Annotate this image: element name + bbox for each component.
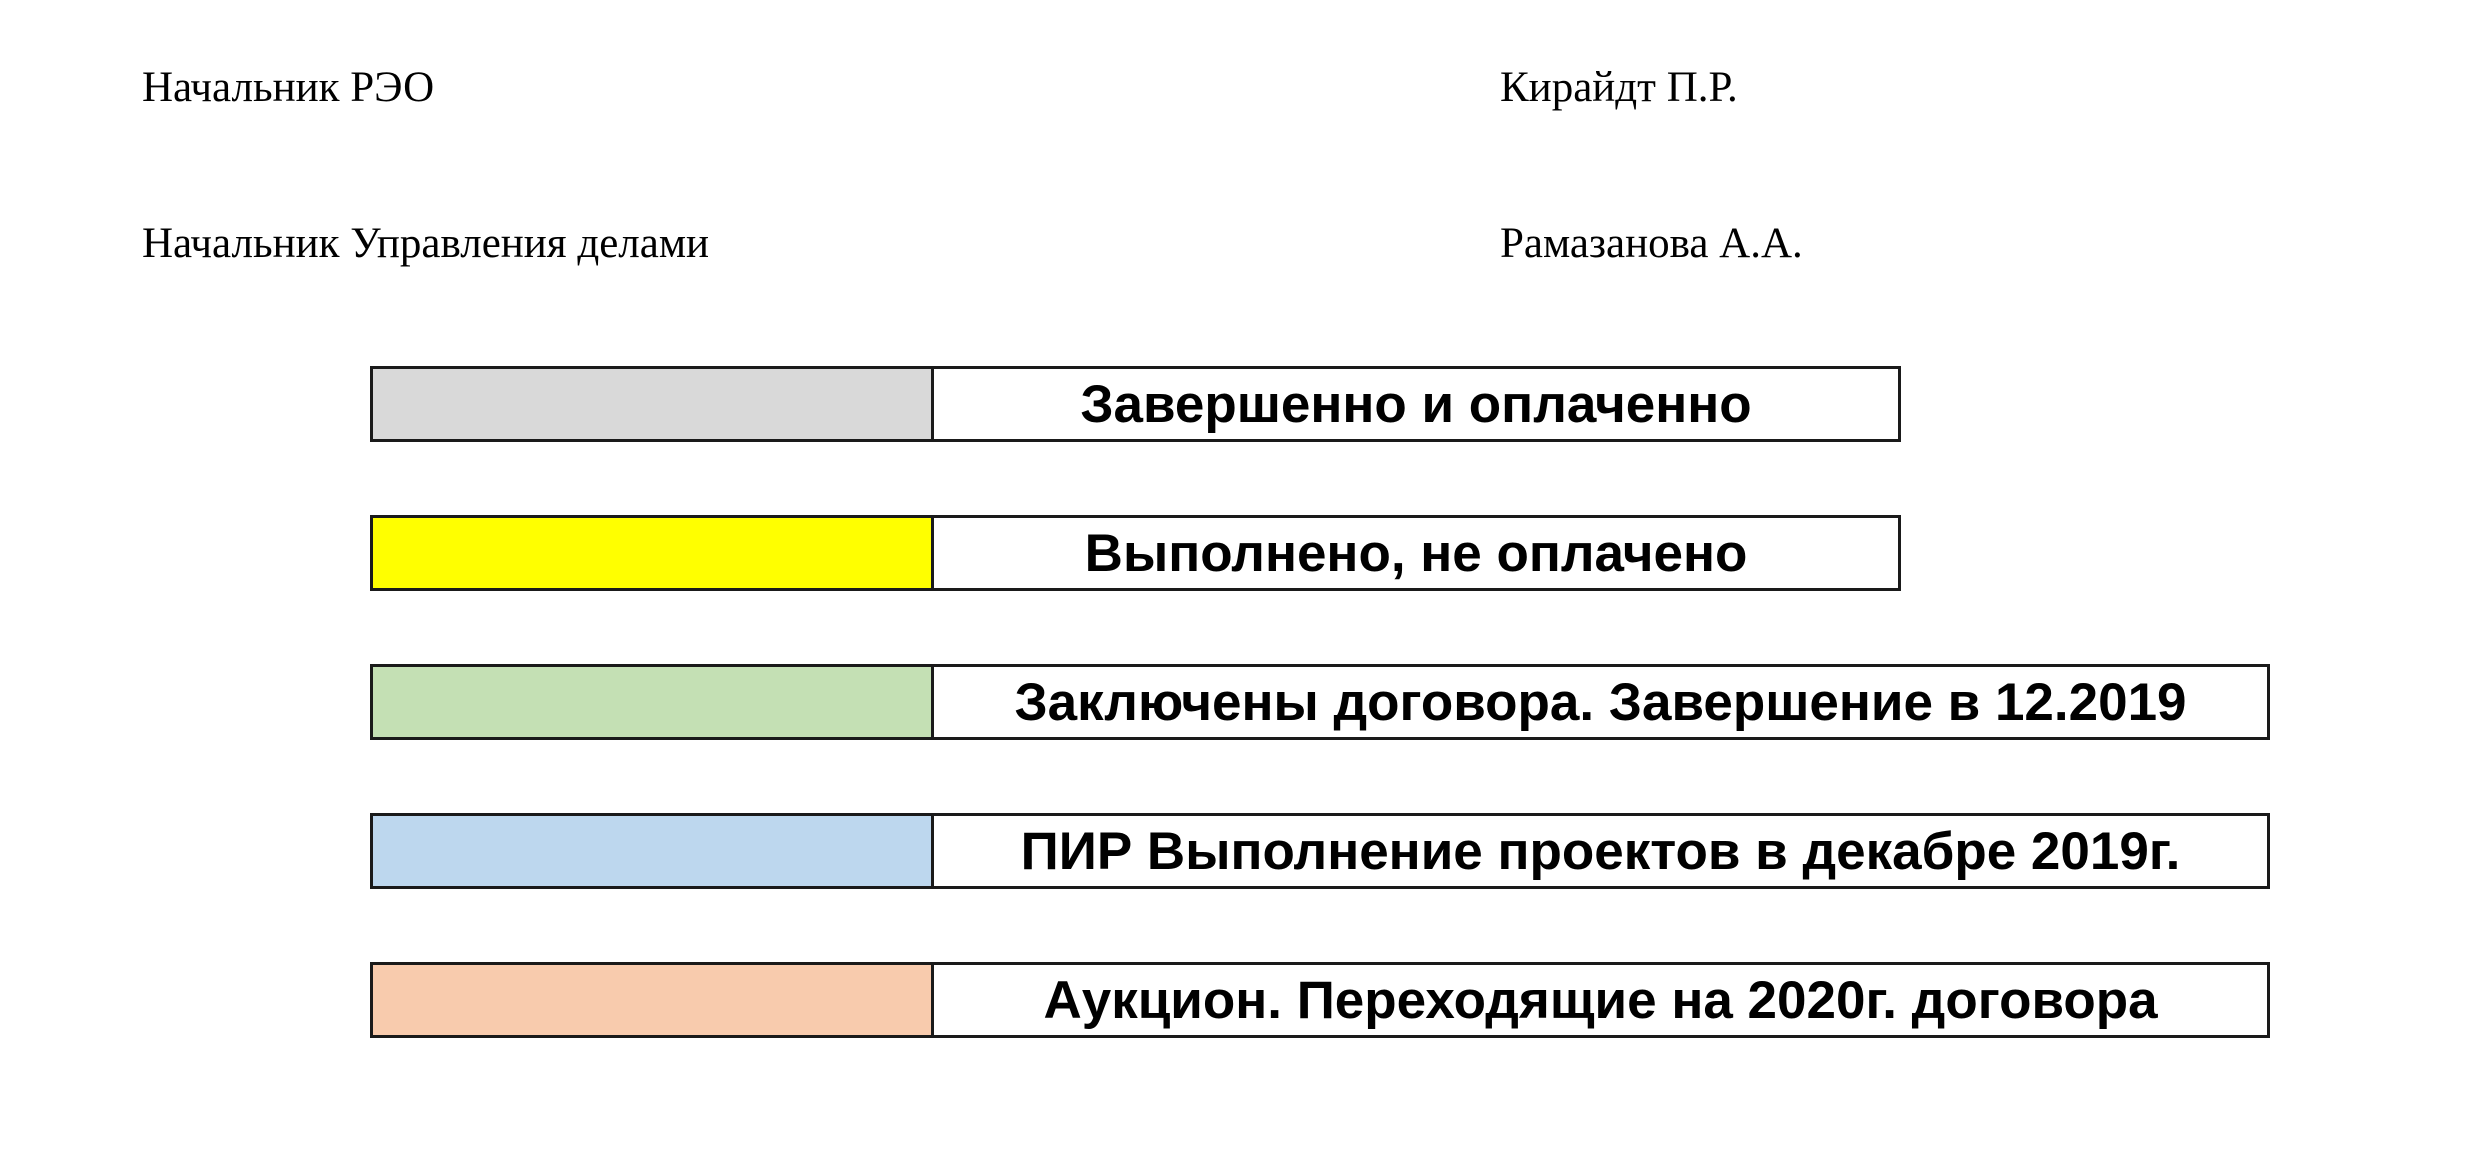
legend-row-completed-paid bbox=[370, 366, 1901, 442]
legend-row-design-work bbox=[370, 813, 2270, 889]
legend-label: Завершенно и оплаченно bbox=[1080, 374, 1752, 434]
legend-row-done-unpaid bbox=[370, 515, 1901, 591]
legend-swatch bbox=[373, 965, 934, 1035]
legend-label: ПИР Выполнение проектов в декабре 2019г. bbox=[1020, 821, 2181, 881]
signature-title: Начальник Управления делами bbox=[142, 220, 710, 267]
legend-label: Аукцион. Переходящие на 2020г. договора bbox=[1043, 970, 2158, 1030]
legend-swatch bbox=[373, 667, 934, 737]
legend-row-auction bbox=[370, 962, 2270, 1038]
legend-row-contracts-signed bbox=[370, 664, 2270, 740]
legend-swatch bbox=[373, 369, 934, 439]
legend-swatch bbox=[373, 816, 934, 886]
signature-name: Рамазанова А.А. bbox=[1500, 220, 1803, 267]
legend-label: Выполнено, не оплачено bbox=[1084, 523, 1748, 583]
legend-label: Заключены договора. Завершение в 12.2019 bbox=[1014, 672, 2187, 732]
signature-title: Начальник РЭО bbox=[142, 64, 435, 111]
signature-name: Кирайдт П.Р. bbox=[1500, 64, 1738, 111]
legend-swatch bbox=[373, 518, 934, 588]
